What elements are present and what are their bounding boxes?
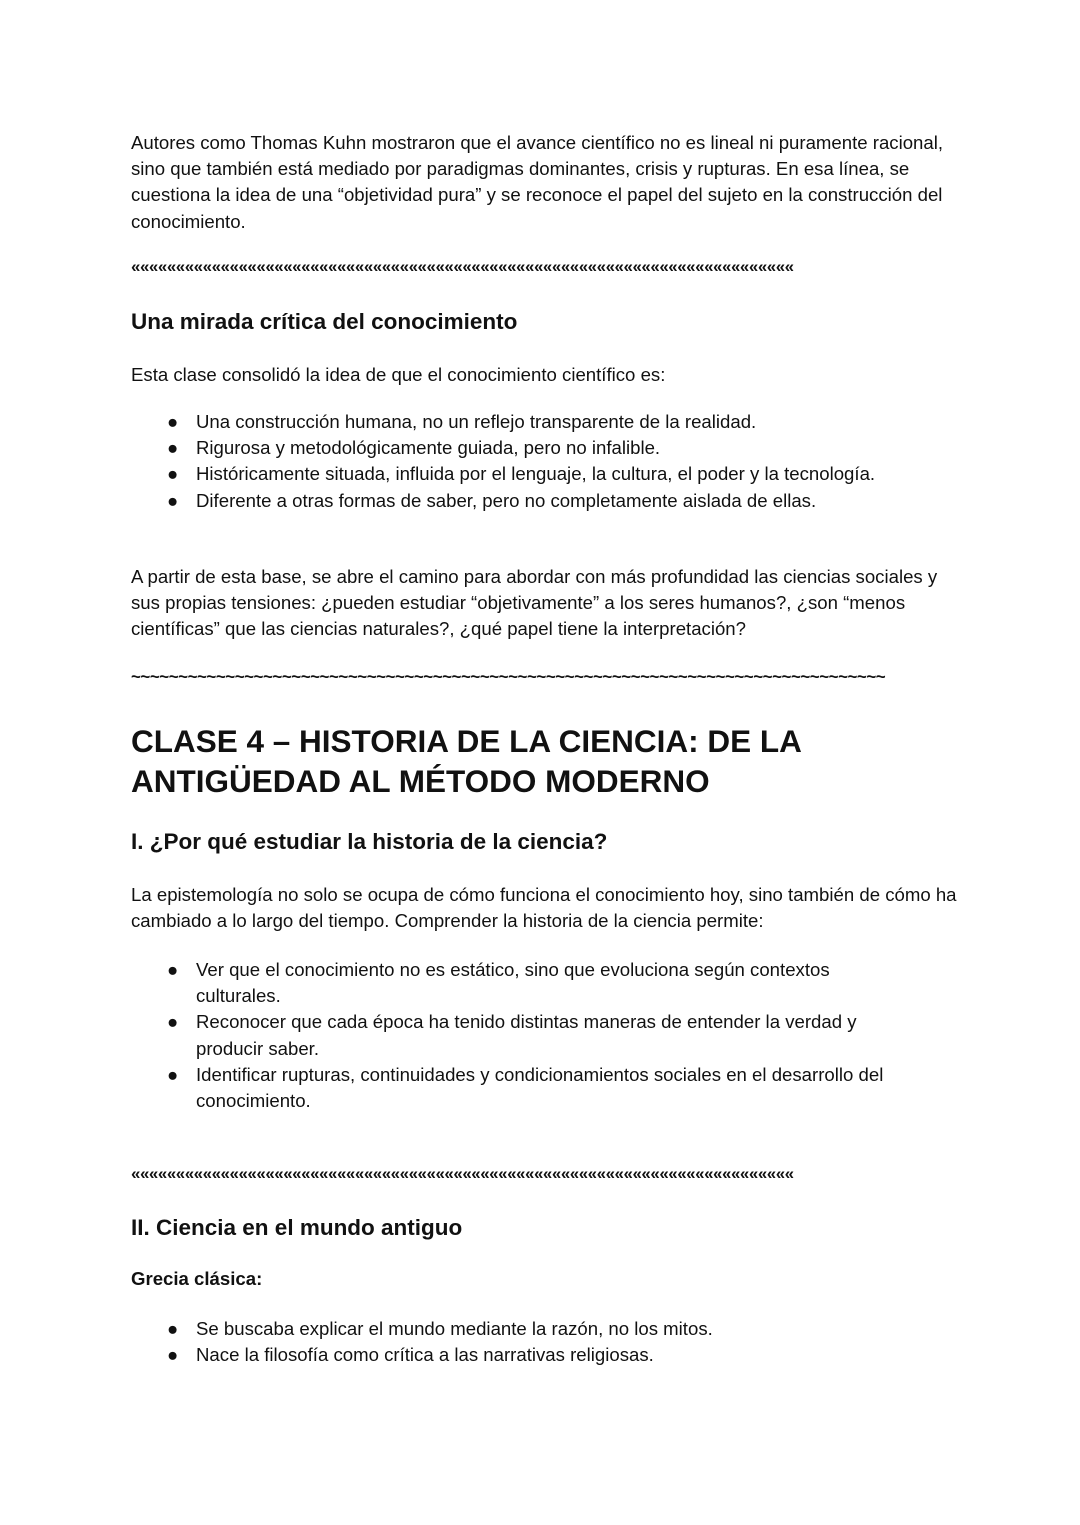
list-item-text: Nace la filosofía como crítica a las narrativas religiosas.	[196, 1344, 654, 1366]
bullet-icon: ●	[167, 437, 179, 459]
list-item-text: Diferente a otras formas de saber, pero no completamente aislada de ellas.	[196, 489, 817, 511]
paragraph-a-partir: A partir de esta base, se abre el camino para abordar con más profundidad las ciencias sociales y sus propias tensiones: ¿pueden estudiar “objetivamente” a los seres humanos?, ¿son “menos científicas” que las ciencias naturales?, ¿qué papel tiene la interpretación?	[131, 566, 938, 640]
list-item-text: Una construcción humana, no un reflejo transparente de la realidad.	[196, 411, 757, 432]
heading-por-que: I. ¿Por qué estudiar la historia de la ciencia?	[131, 829, 608, 854]
list-item	[131, 435, 961, 461]
list-item	[131, 1009, 891, 1061]
bullet-icon: ●	[167, 1063, 179, 1085]
bullet-icon: ●	[167, 1011, 179, 1033]
paragraph-esta-clase: Esta clase consolidó la idea de que el conocimiento científico es:	[131, 364, 666, 385]
heading-mundo-antiguo: II. Ciencia en el mundo antiguo	[131, 1215, 463, 1240]
bullet-icon: ●	[167, 1318, 179, 1339]
heading-clase-4: CLASE 4 – HISTORIA DE LA CIENCIA: DE LA ANTIGÜEDAD AL MÉTODO MODERNO	[131, 723, 801, 799]
bullet-icon: ●	[167, 489, 179, 511]
bullet-icon: ●	[167, 411, 179, 432]
heading-mirada-critica: Una mirada crítica del conocimiento	[131, 309, 518, 334]
paragraph-kuhn: Autores como Thomas Kuhn mostraron que el avance científico no es lineal ni puramente racional, sino que también está mediado por paradigmas dominantes, crisis y rupturas. En esa línea, se cuestiona la idea de una “objetividad pura” y se reconoce el papel del sujeto en la construcción del conocimiento.	[131, 132, 944, 232]
list-item	[131, 957, 891, 1009]
list-item-text: Ver que el conocimiento no es estático, sino que evoluciona según contextos culturales.	[196, 959, 830, 1007]
separator-tilde: ~~~~~~~~~~~~~~~~~~~~~~~~~~~~~~~~~~~~~~~~~~~~~~~~~~~~~~~~~~~~~~~~~~~~~~~~~~~~~~~~	[131, 667, 886, 686]
list-item-text: Reconocer que cada época ha tenido distintas maneras de entender la verdad y producir saber.	[196, 1011, 857, 1059]
list-item-text: Identificar rupturas, continuidades y condicionamientos sociales en el desarrollo del conocimiento.	[196, 1063, 884, 1112]
list-item-text: Históricamente situada, influida por el lenguaje, la cultura, el poder y la tecnología.	[196, 463, 876, 485]
list-item-text: Rigurosa y metodológicamente guiada, pero no infalible.	[196, 437, 661, 459]
list-item	[131, 409, 961, 435]
list-item	[131, 1062, 891, 1114]
bullet-list-2	[131, 957, 891, 1114]
list-item-text: Se buscaba explicar el mundo mediante la razón, no los mitos.	[196, 1318, 713, 1339]
bullet-list-1	[131, 409, 961, 514]
separator-angle-2: ««««««««««««««««««««««««««««««««««««««««««««««««««««««««««««««««««««««««««	[131, 1164, 794, 1183]
list-item	[131, 488, 961, 514]
list-item	[131, 461, 961, 487]
bullet-icon: ●	[167, 463, 179, 485]
heading-grecia-clasica: Grecia clásica:	[131, 1268, 263, 1289]
paragraph-epistemologia: La epistemología no solo se ocupa de cómo funciona el conocimiento hoy, sino también de cómo ha cambiado a lo largo del tiempo. Comprender la historia de la ciencia permite:	[131, 884, 957, 932]
list-item	[131, 1342, 961, 1368]
bullet-list-3	[131, 1316, 961, 1368]
bullet-icon: ●	[167, 1344, 179, 1366]
list-item	[131, 1316, 961, 1342]
separator-angle: ««««««««««««««««««««««««««««««««««««««««««««««««««««««««««««««««««««««««««	[131, 257, 794, 276]
bullet-icon: ●	[167, 959, 179, 980]
